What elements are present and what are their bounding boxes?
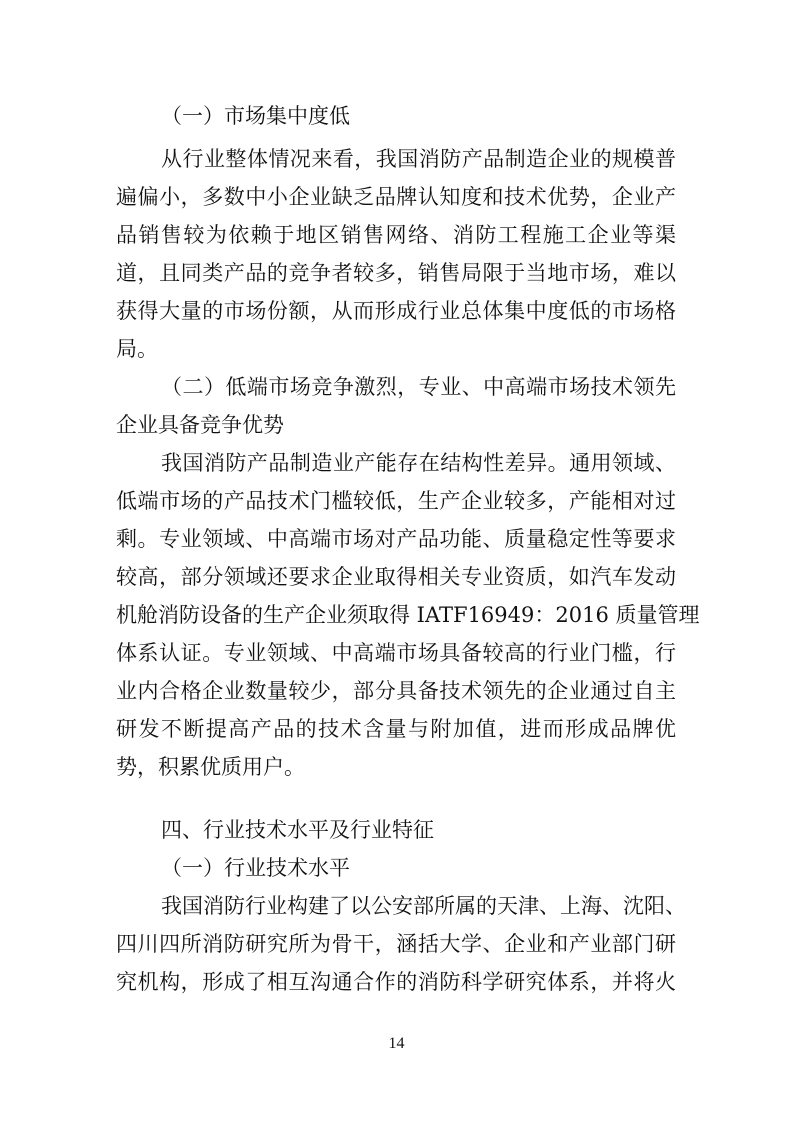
paragraph-line: 道，且同类产品的竞争者较多，销售局限于当地市场，难以 [116,261,676,285]
paragraph-line: 四川四所消防研究所为骨干，涵括大学、企业和产业部门研 [116,932,676,956]
heading-market-concentration: （一）市场集中度低 [161,104,350,128]
paragraph-line: 研发不断提高产品的技术含量与附加值，进而形成品牌优 [116,717,676,741]
heading-chapter-4: 四、行业技术水平及行业特征 [161,818,434,842]
paragraph-line: 剩。专业领域、中高端市场对产品功能、质量稳定性等要求 [116,527,676,551]
paragraph-line: 遍偏小，多数中小企业缺乏品牌认知度和技术优势，企业产 [116,185,676,209]
heading-competition: （二）低端市场竞争激烈，专业、中高端市场技术领先 [161,375,676,399]
paragraph-line: 势，积累优质用户。 [116,755,305,779]
paragraph-line: 究机构，形成了相互沟通合作的消防科学研究体系，并将火 [116,970,676,994]
heading-competition-cont: 企业具备竞争优势 [116,413,284,437]
paragraph-line: 获得大量的市场份额，从而形成行业总体集中度低的市场格 [116,299,676,323]
paragraph-line: 较高，部分领域还要求企业取得相关专业资质，如汽车发动 [116,565,676,589]
paragraph-line: 体系认证。专业领域、中高端市场具备较高的行业门槛，行 [116,641,676,665]
paragraph-line: 业内合格企业数量较少，部分具备技术领先的企业通过自主 [116,679,676,703]
paragraph-line: 我国消防产品制造业产能存在结构性差异。通用领域、 [161,451,676,475]
page-number: 14 [388,1035,405,1052]
heading-tech-level: （一）行业技术水平 [161,856,350,880]
paragraph-line: 品销售较为依赖于地区销售网络、消防工程施工企业等渠 [116,223,676,247]
paragraph-line: 低端市场的产品技术门槛较低，生产企业较多，产能相对过 [116,489,676,513]
paragraph-line: 我国消防行业构建了以公安部所属的天津、上海、沈阳、 [161,894,686,918]
paragraph-line: 机舱消防设备的生产企业须取得 IATF16949：2016 质量管理 [116,603,700,627]
paragraph-line: 局。 [116,337,158,361]
paragraph-line: 从行业整体情况来看，我国消防产品制造企业的规模普 [161,147,676,171]
